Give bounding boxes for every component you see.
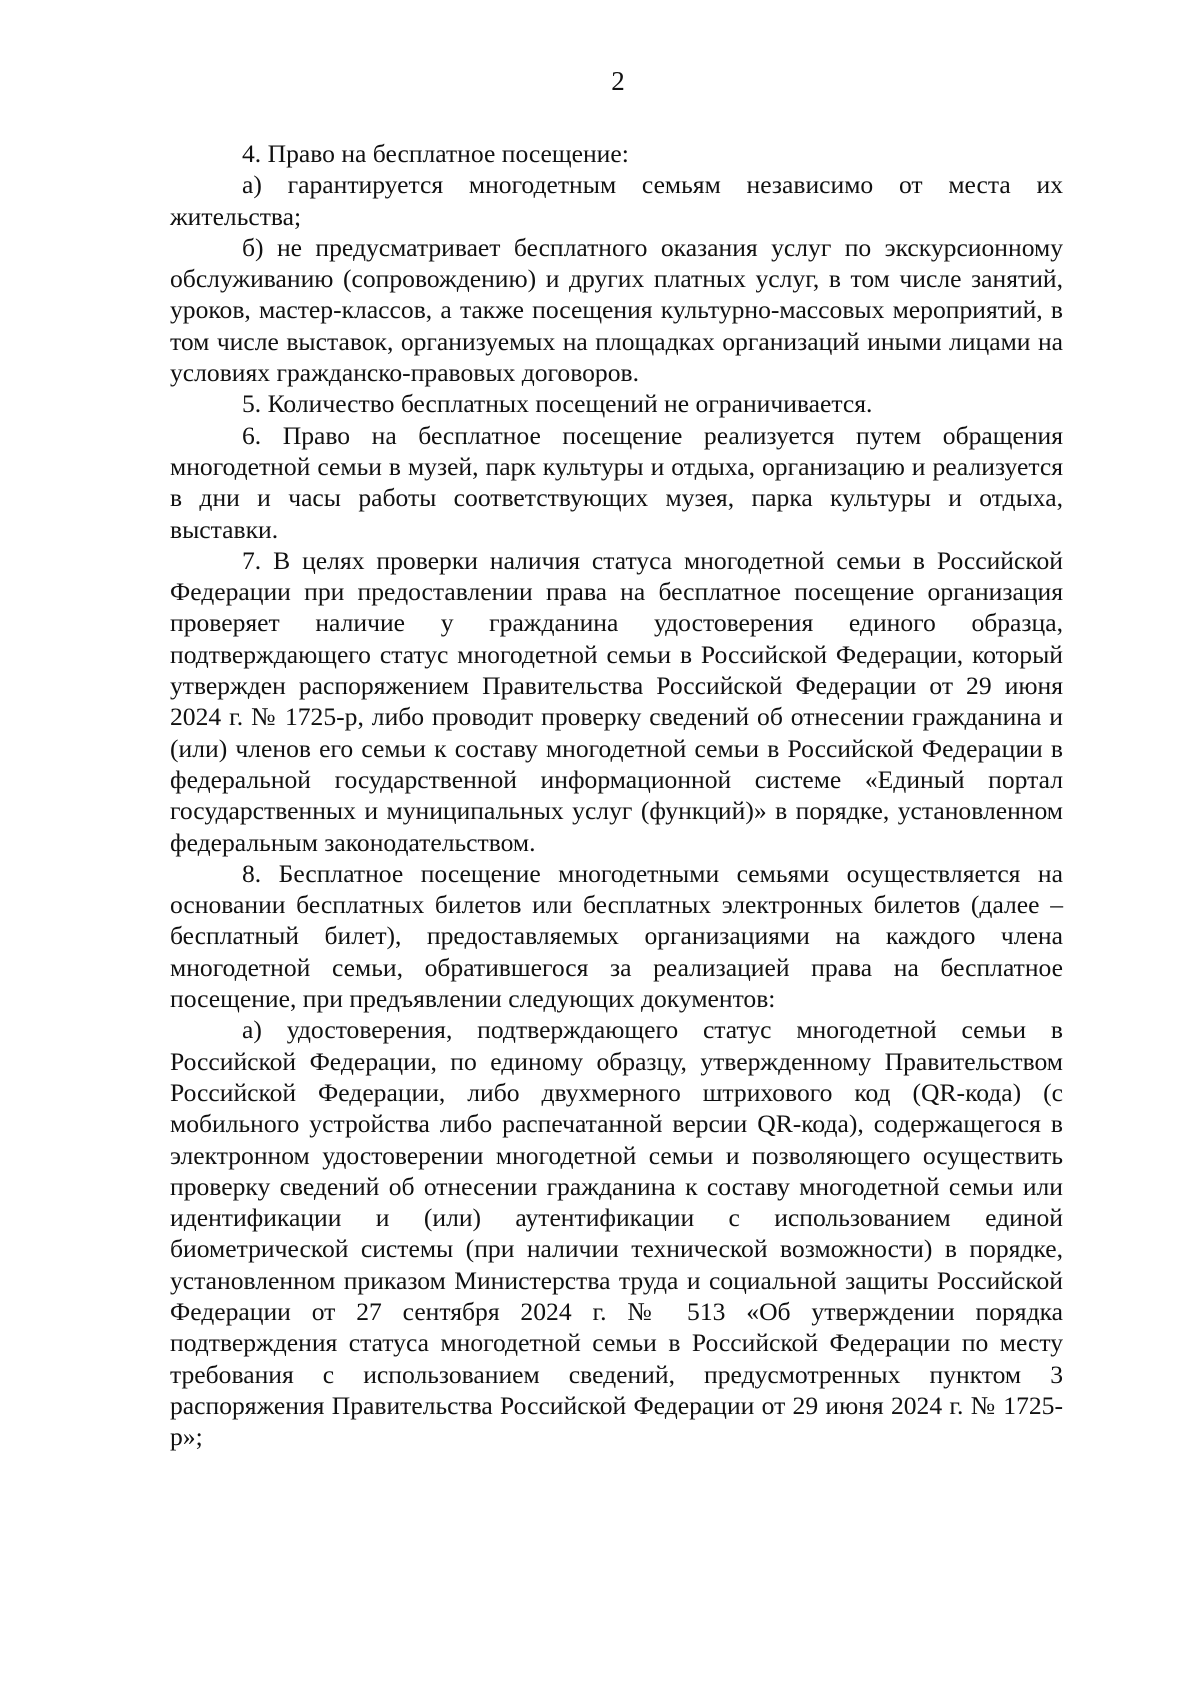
document-body — [170, 138, 1063, 1452]
paragraph-4a: а) гарантируется многодетным семьям независимо от места их жительства; — [170, 170, 1063, 231]
paragraph-7: 7. В целях проверки наличия статуса многодетной семьи в Российской Федерации при предоставлении права на бесплатное посещение организация проверяет наличие у гражданина удостоверения единого образца, подтверждающего статус многодетной семьи в Российской Федерации, который утвержден распоряжением Правительства Российской Федерации от 29 июня 2024 г. № 1725-р, либо проводит проверку сведений об отнесении гражданина и (или) членов его семьи к составу многодетной семьи в Российской Федерации в федеральной государственной информационной системе «Единый портал государственных и муниципальных услуг (функций)» в порядке, установленном федеральным законодательством. — [170, 545, 1063, 857]
paragraph-4: 4. Право на бесплатное посещение: — [242, 139, 629, 168]
paragraph-5: 5. Количество бесплатных посещений не ограничивается. — [242, 389, 873, 419]
paragraph-4b: б) не предусматривает бесплатного оказания услуг по экскурсионному обслуживанию (сопровождению) и других платных услуг, в том числе занятий, уроков, мастер-классов, а также посещения культурно-массовых мероприятий, в том числе выставок, организуемых на площадках организаций иными лицами на условиях гражданско-правовых договоров. — [170, 232, 1063, 388]
paragraph-8: 8. Бесплатное посещение многодетными семьями осуществляется на основании бесплатных билетов или бесплатных электронных билетов (далее – бесплатный билет), предоставляемых организациями на каждого члена многодетной семьи, обратившегося за реализацией права на бесплатное посещение, при предъявлении следующих документов: — [170, 858, 1063, 1014]
page-number: 2 — [611, 66, 625, 96]
paragraph-8a: а) удостоверения, подтверждающего статус многодетной семьи в Российской Федерации, по единому образцу, утвержденному Правительством Российской Федерации, либо двухмерного штрихового код (QR-кода) (с мобильного устройства либо распечатанной версии QR-кода), содержащегося в электронном удостоверении многодетной семьи и позволяющего осуществить проверку сведений об отнесении гражданина к составу многодетной семьи или идентификации и (или) аутентификации с использованием единой биометрической системы (при наличии технической возможности) в порядке, установленном приказом Министерства труда и социальной защиты Российской Федерации от 27 сентября 2024 г. № 513 «Об утверждении порядка подтверждения статуса многодетной семьи в Российской Федерации по месту требования с использованием сведений, предусмотренных пунктом 3 распоряжения Правительства Российской Федерации от 29 июня 2024 г. № 1725-р»; — [170, 1015, 1063, 1452]
paragraph-6: 6. Право на бесплатное посещение реализуется путем обращения многодетной семьи в музей, парк культуры и отдыха, организацию и реализуется в дни и часы работы соответствующих музея, парка культуры и отдыха, выставки. — [170, 420, 1063, 544]
